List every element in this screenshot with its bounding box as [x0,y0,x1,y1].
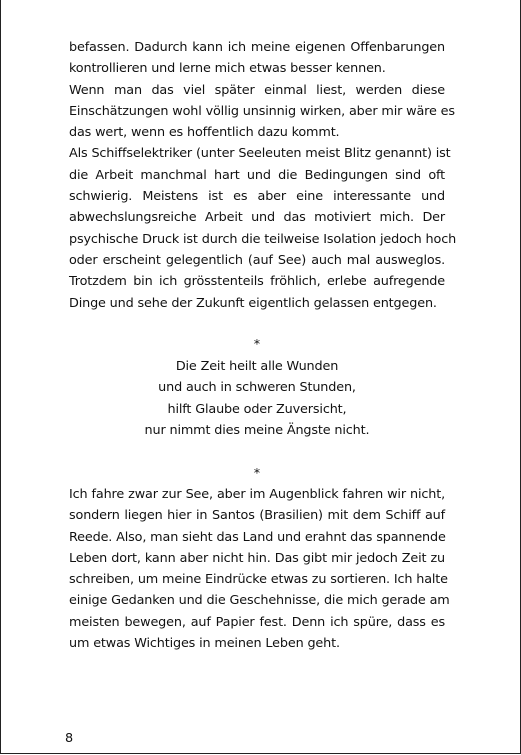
text-line: Reede. Also, man sieht das Land und erahnt das spannende [69,529,446,545]
text-line: Trotzdem bin ich grösstenteils fröhlich, erlebe aufregende [69,274,445,290]
poem-line: nur nimmt dies meine Ängste nicht. [144,422,370,438]
text-line: Einschätzungen wohl völlig unsinnig wirken, aber mir wäre es [69,103,455,119]
text-line: schreiben, um meine Eindrücke etwas zu sortieren. Ich halte [69,572,448,588]
section-separator: * [253,337,261,352]
text-line: um etwas Wichtiges in meinen Leben geht. [69,636,340,652]
text-line: einige Gedanken und die Geschehnisse, die mich gerade am [69,593,450,609]
paragraph-section-1 [69,37,457,314]
text-line: Als Schiffselektriker (unter Seeleuten meist Blitz genannt) ist [69,146,451,162]
text-line: Dinge und sehe der Zukunft eigentlich gelassen entgegen. [69,295,437,311]
text-line: Ich fahre zwar zur See, aber im Augenblick fahren wir nicht, [69,487,445,502]
poem-verse [69,356,445,441]
text-line: die Arbeit manchmal hart und die Bedingungen sind oft [69,167,445,183]
text-line: sondern liegen hier in Santos (Brasilien) mit dem Schiff auf [69,508,445,524]
text-line: kontrollieren und lerne mich etwas besser kennen. [69,61,386,77]
text-line: Leben dort, kann aber nicht hin. Das gibt mir jedoch Zeit zu [69,550,445,566]
text-line: das wert, wenn es hoffentlich dazu kommt. [69,125,340,141]
text-line: abwechslungsreiche Arbeit und das motiviert mich. Der [69,210,445,226]
poem-line: Die Zeit heilt alle Wunden [175,359,339,374]
text-line: Wenn man das viel später einmal liest, werden diese [69,82,445,98]
text-line: schwierig. Meistens ist es aber eine interessante und [69,189,445,205]
poem-line: und auch in schweren Stunden, [158,380,356,396]
paragraph-section-2 [69,484,450,654]
text-line: oder erscheint gelegentlich (auf See) auch mal ausweglos. [69,252,445,268]
page-number: 8 [65,731,74,746]
text-line: psychische Druck ist durch die teilweise Isolation jedoch hoch [69,231,457,247]
text-line: befassen. Dadurch kann ich meine eigenen Offenbarungen [69,40,445,55]
section-separator: * [253,466,261,481]
poem-line: hilft Glaube oder Zuversicht, [167,401,347,417]
text-line: meisten bewegen, auf Papier fest. Denn ich spüre, dass es [69,614,445,630]
